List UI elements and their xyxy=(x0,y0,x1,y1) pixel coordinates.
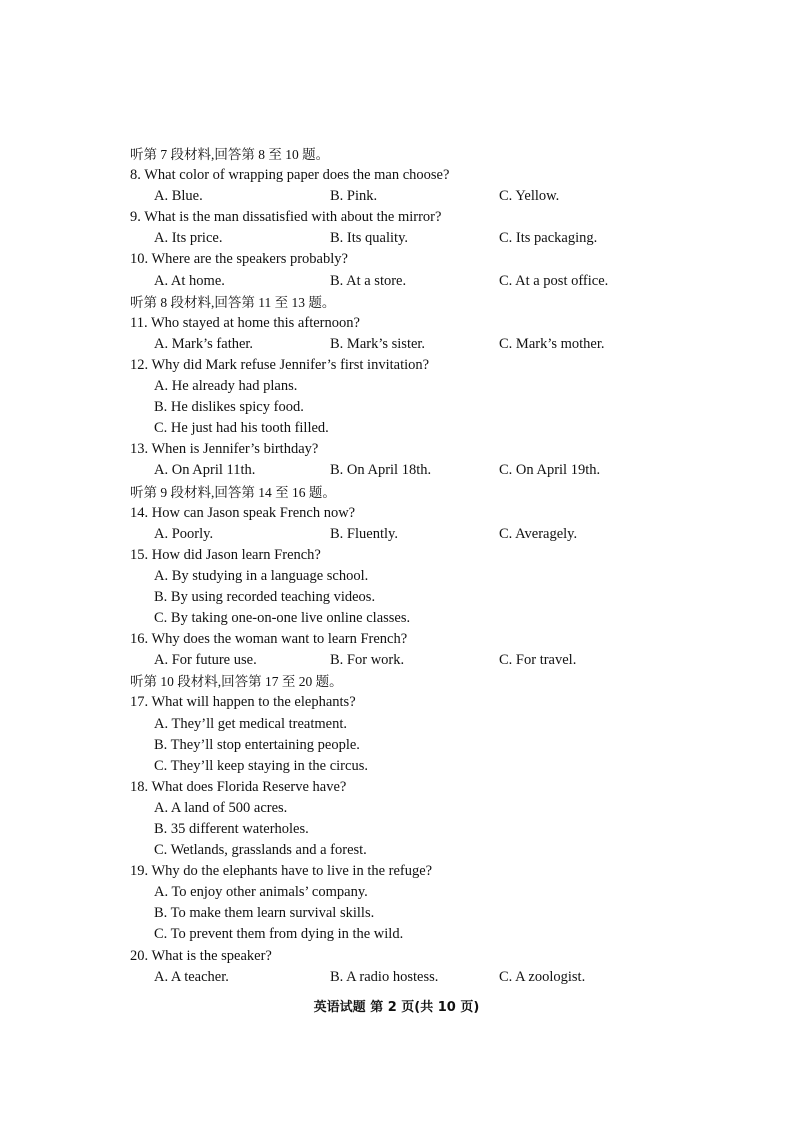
answer-option: B. They’ll stop entertaining people. xyxy=(154,736,360,753)
question-list xyxy=(0,144,793,988)
answer-option: B. A radio hostess. xyxy=(330,968,439,985)
answer-option: B. He dislikes spicy food. xyxy=(154,399,304,416)
answer-option: B. Its quality. xyxy=(330,230,409,247)
question-stem: 17. What will happen to the elephants? xyxy=(130,694,356,711)
answer-option: B. By using recorded teaching videos. xyxy=(154,588,376,605)
answer-option: C. On April 19th. xyxy=(499,462,601,479)
options-row xyxy=(0,334,793,355)
answer-option: C. Averagely. xyxy=(499,525,578,542)
question-stem: 10. Where are the speakers probably? xyxy=(130,251,348,268)
answer-option: A. He already had plans. xyxy=(154,378,298,395)
question-stem: 19. Why do the elephants have to live in the refuge? xyxy=(130,863,433,880)
answer-option: C. Wetlands, grasslands and a forest. xyxy=(154,842,367,859)
answer-option: B. To make them learn survival skills. xyxy=(154,905,375,922)
answer-option: B. On April 18th. xyxy=(330,462,432,479)
answer-option: A. They’ll get medical treatment. xyxy=(154,715,347,732)
answer-option: C. By taking one-on-one live online classes. xyxy=(154,610,411,627)
answer-option: B. At a store. xyxy=(330,272,407,289)
options-row xyxy=(0,650,793,671)
answer-option: A. To enjoy other animals’ company. xyxy=(154,884,368,901)
question-stem: 9. What is the man dissatisfied with about the mirror? xyxy=(130,209,442,226)
options-row xyxy=(0,460,793,481)
section-header: 听第 8 段材料,回答第 11 至 13 题。 xyxy=(130,294,336,310)
answer-option: A. Its price. xyxy=(154,230,223,247)
answer-option: C. For travel. xyxy=(499,652,577,669)
answer-option: A. On April 11th. xyxy=(154,462,256,479)
answer-option: A. A land of 500 acres. xyxy=(154,799,288,816)
question-stem: 14. How can Jason speak French now? xyxy=(130,504,356,521)
answer-option: A. For future use. xyxy=(154,652,257,669)
section-header: 听第 10 段材料,回答第 17 至 20 题。 xyxy=(130,674,343,690)
question-stem: 16. Why does the woman want to learn French? xyxy=(130,631,408,648)
answer-option: B. Fluently. xyxy=(330,525,398,542)
question-stem: 20. What is the speaker? xyxy=(130,947,272,964)
options-row xyxy=(0,186,793,207)
answer-option: B. Mark’s sister. xyxy=(330,335,426,352)
options-row xyxy=(0,524,793,545)
question-stem: 18. What does Florida Reserve have? xyxy=(130,778,347,795)
section-header: 听第 7 段材料,回答第 8 至 10 题。 xyxy=(130,147,330,162)
answer-option: C. Yellow. xyxy=(499,188,560,205)
question-stem: 11. Who stayed at home this afternoon? xyxy=(130,314,360,331)
answer-option: B. 35 different waterholes. xyxy=(154,821,309,837)
answer-option: C. At a post office. xyxy=(499,272,609,289)
answer-option: A. Blue. xyxy=(154,188,203,205)
answer-option: C. Mark’s mother. xyxy=(499,335,605,352)
page-footer: 英语试题 第 2 页(共 10 页) xyxy=(313,1000,480,1015)
answer-option: A. A teacher. xyxy=(154,968,229,985)
options-row xyxy=(0,228,793,249)
answer-option: B. For work. xyxy=(330,652,405,669)
answer-option: C. A zoologist. xyxy=(499,968,586,985)
question-stem: 15. How did Jason learn French? xyxy=(130,546,321,563)
question-stem: 13. When is Jennifer’s birthday? xyxy=(130,441,319,458)
answer-option: C. To prevent them from dying in the wild. xyxy=(154,926,404,943)
options-row xyxy=(0,271,793,292)
answer-option: C. They’ll keep staying in the circus. xyxy=(154,757,368,774)
question-stem: 12. Why did Mark refuse Jennifer’s first invitation? xyxy=(130,356,430,373)
section-header: 听第 9 段材料,回答第 14 至 16 题。 xyxy=(130,484,336,500)
answer-option: B. Pink. xyxy=(330,188,378,205)
answer-option: C. Its packaging. xyxy=(499,230,598,247)
answer-option: A. Mark’s father. xyxy=(154,335,254,352)
answer-option: C. He just had his tooth filled. xyxy=(154,420,329,437)
answer-option: A. By studying in a language school. xyxy=(154,567,369,584)
answer-option: A. Poorly. xyxy=(154,525,214,542)
options-row xyxy=(0,967,793,988)
question-stem: 8. What color of wrapping paper does the man choose? xyxy=(130,167,450,184)
answer-option: A. At home. xyxy=(154,272,225,289)
